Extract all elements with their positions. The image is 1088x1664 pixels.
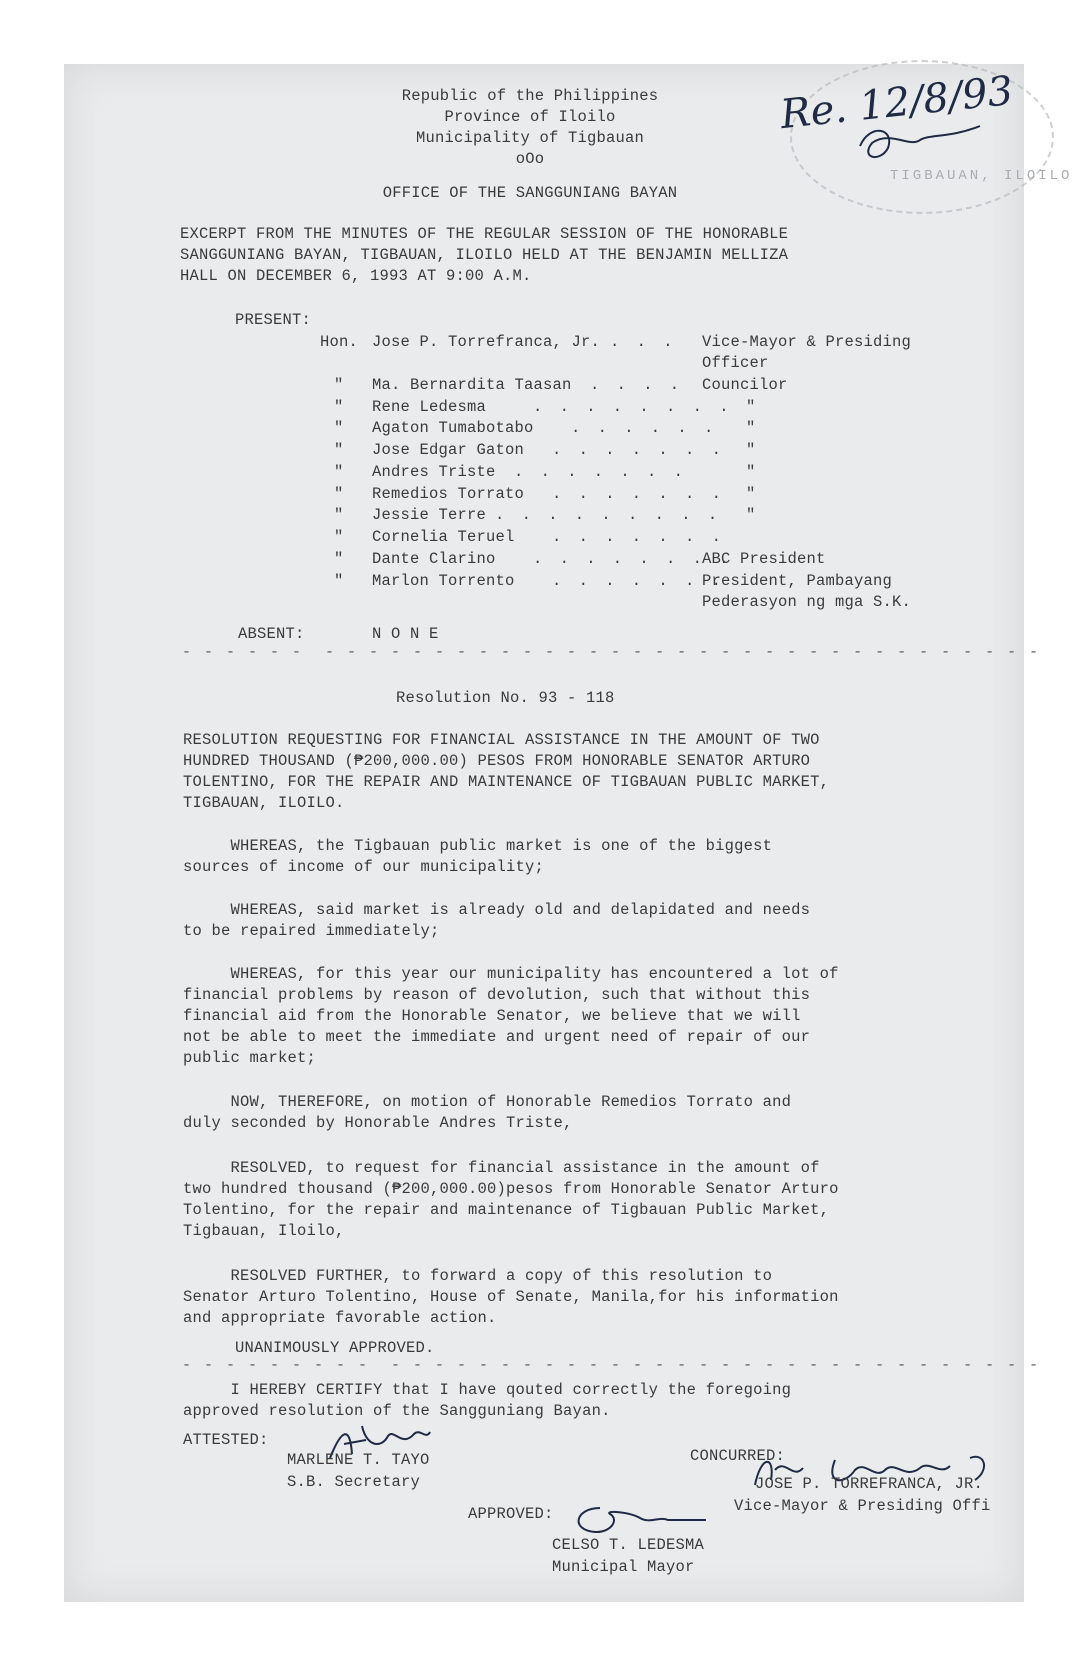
vice-mayor-title: Vice-Mayor & Presiding Offi <box>734 1497 991 1515</box>
secretary-name: MARLENE T. TAYO <box>287 1451 430 1469</box>
now-therefore-line: duly seconded by Honorable Andres Triste, <box>183 1114 573 1132</box>
attendee-role: " <box>746 506 756 524</box>
attendee-role: " <box>746 441 756 459</box>
attendee-prefix: " <box>334 398 344 416</box>
excerpt-line: SANGGUNIANG BAYAN, TIGBAUAN, ILOILO HELD AT THE BENJAMIN MELLIZA <box>180 246 789 264</box>
attendee-leader-dots: . . . . . . . <box>552 441 725 459</box>
resolved-line: RESOLVED, to request for financial assistance in the amount of <box>183 1159 820 1177</box>
absent-label: ABSENT: <box>238 625 305 643</box>
attendee-name: Jessie Terre <box>372 506 487 524</box>
attendee-role: " <box>746 419 756 437</box>
mayor-title: Municipal Mayor <box>552 1558 695 1576</box>
attendee-name: Cornelia Teruel <box>372 528 515 546</box>
attendee-prefix: " <box>334 485 344 503</box>
secretary-title: S.B. Secretary <box>287 1473 421 1491</box>
whereas-1-line: WHEREAS, the Tigbauan public market is one of the biggest <box>183 837 773 855</box>
received-initials-signature <box>850 118 990 168</box>
resolved-further-line: and appropriate favorable action. <box>183 1309 497 1327</box>
attendee-prefix: " <box>334 528 344 546</box>
attendee-leader-dots: . . . . . . <box>571 419 718 437</box>
attendee-prefix: " <box>334 419 344 437</box>
header-republic: Republic of the Philippines <box>401 87 659 105</box>
attendee-role: " <box>746 485 756 503</box>
header-office: OFFICE OF THE SANGGUNIANG BAYAN <box>382 184 678 202</box>
attendee-role: Vice-Mayor & Presiding <box>702 333 912 351</box>
attendee-name: Jose Edgar Gaton <box>372 441 525 459</box>
attendee-leader-dots: . . . . . . . <box>552 572 725 590</box>
present-label: PRESENT: <box>235 311 312 329</box>
resolved-line: two hundred thousand (₱200,000.00)pesos from Honorable Senator Arturo <box>183 1180 839 1198</box>
unanimously-approved: UNANIMOUSLY APPROVED. <box>235 1339 435 1357</box>
attendee-name: Agaton Tumabotabo <box>372 419 534 437</box>
attendee-name: Rene Ledesma <box>372 398 487 416</box>
header-municipality: Municipality of Tigbauan <box>415 129 645 147</box>
whereas-3-line: not be able to meet the immediate and urgent need of repair of our <box>183 1028 811 1046</box>
resolution-title-line: HUNDRED THOUSAND (₱200,000.00) PESOS FROM HONORABLE SENATOR ARTURO <box>183 752 811 770</box>
excerpt-line: HALL ON DECEMBER 6, 1993 AT 9:00 A.M. <box>180 267 532 285</box>
attendee-leader-dots: . . . . . . . . <box>533 398 733 416</box>
attendee-name: Dante Clarino <box>372 550 496 568</box>
whereas-2-line: to be repaired immediately; <box>183 922 440 940</box>
attendee-prefix: Hon. <box>320 333 359 351</box>
attested-label: ATTESTED: <box>183 1431 269 1449</box>
attendee-leader-dots: . . . . . . . <box>552 528 725 546</box>
attendee-prefix: " <box>334 572 344 590</box>
attendee-prefix: " <box>334 550 344 568</box>
resolution-title-line: RESOLUTION REQUESTING FOR FINANCIAL ASSISTANCE IN THE AMOUNT OF TWO <box>183 731 820 749</box>
whereas-3-line: WHEREAS, for this year our municipality has encountered a lot of <box>183 965 839 983</box>
resolution-title-line: TIGBAUAN, ILOILO. <box>183 794 345 812</box>
whereas-3-line: financial aid from the Honorable Senator, we believe that we will <box>183 1007 801 1025</box>
header-ornament: oOo <box>515 150 545 168</box>
attendee-role: " <box>746 398 756 416</box>
resolved-line: Tolentino, for the repair and maintenance of Tigbauan Public Market, <box>183 1201 830 1219</box>
attendee-prefix: " <box>334 441 344 459</box>
attendee-name: Ma. Bernardita Taasan <box>372 376 572 394</box>
whereas-1-line: sources of income of our municipality; <box>183 858 545 876</box>
excerpt-line: EXCERPT FROM THE MINUTES OF THE REGULAR SESSION OF THE HONORABLE <box>180 225 789 243</box>
attendee-leader-dots: . . . . . . . . <box>533 550 733 568</box>
resolution-title-line: TOLENTINO, FOR THE REPAIR AND MAINTENANCE OF TIGBAUAN PUBLIC MARKET, <box>183 773 830 791</box>
attendee-leader-dots: . . . . . . . <box>514 463 687 481</box>
whereas-2-line: WHEREAS, said market is already old and delapidated and needs <box>183 901 811 919</box>
attendee-name: Andres Triste <box>372 463 496 481</box>
whereas-3-line: financial problems by reason of devolution, such that without this <box>183 986 811 1004</box>
certify-line: I HEREBY CERTIFY that I have qouted correctly the foregoing <box>183 1381 792 1399</box>
attendee-leader-dots: . . . <box>610 333 677 351</box>
attendee-name: Jose P. Torrefranca, Jr. <box>372 333 601 351</box>
now-therefore-line: NOW, THEREFORE, on motion of Honorable Remedios Torrato and <box>183 1093 792 1111</box>
handwritten-received-note: Re. 12/8/93 <box>778 67 1016 139</box>
attendee-prefix: " <box>334 376 344 394</box>
certify-line: approved resolution of the Sangguniang Bayan. <box>183 1402 611 1420</box>
attendee-leader-dots: . . . . . . . <box>552 485 725 503</box>
attendee-prefix: " <box>334 463 344 481</box>
attendee-role: President, Pambayang <box>702 572 893 590</box>
attendee-role-cont: Pederasyon ng mga S.K. <box>702 593 912 611</box>
attendee-role: ABC President <box>702 550 826 568</box>
separator-line: - - - - - - - - - - - - - - - - - - - - - - - - - - - - - - - - - - - - - - - <box>182 644 1041 661</box>
attendee-role-cont: Officer <box>702 354 769 372</box>
approved-label: APPROVED: <box>468 1505 554 1523</box>
concurred-label: CONCURRED: <box>690 1447 786 1465</box>
separator-line: - - - - - - - - - - - - - - - - - - - - - - - - - - - - - - - - - - - - - - - <box>182 1357 1041 1374</box>
attendee-leader-dots: . . . . <box>590 376 684 394</box>
whereas-3-line: public market; <box>183 1049 317 1067</box>
vice-mayor-name: JOSE P. TORREFRANCA, JR. <box>755 1475 984 1493</box>
absent-value: N O N E <box>372 625 439 643</box>
header-province: Province of Iloilo <box>444 108 616 126</box>
attendee-leader-dots: . . . . . . . . . <box>495 506 722 524</box>
attendee-prefix: " <box>334 506 344 524</box>
stamp-text: TIGBAUAN, ILOILO <box>890 168 1073 184</box>
resolved-further-line: Senator Arturo Tolentino, House of Senate, Manila,for his information <box>183 1288 839 1306</box>
attendee-name: Marlon Torrento <box>372 572 515 590</box>
resolution-number: Resolution No. 93 - 118 <box>396 689 615 707</box>
attendee-role: Councilor <box>702 376 788 394</box>
mayor-signature <box>560 1490 710 1540</box>
resolved-line: Tigbauan, Iloilo, <box>183 1222 345 1240</box>
mayor-name: CELSO T. LEDESMA <box>552 1536 705 1554</box>
attendee-role: " <box>746 463 756 481</box>
attendee-name: Remedios Torrato <box>372 485 525 503</box>
resolved-further-line: RESOLVED FURTHER, to forward a copy of this resolution to <box>183 1267 773 1285</box>
